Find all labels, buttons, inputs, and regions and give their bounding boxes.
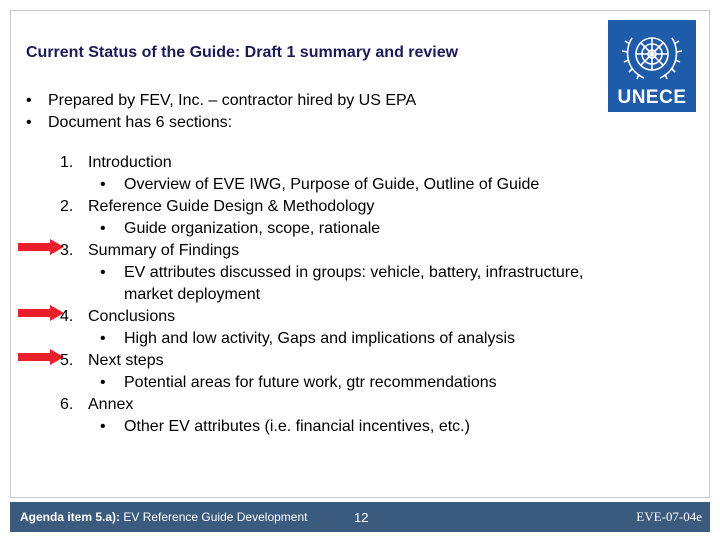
section-item	[60, 152, 583, 174]
section-label: Summary of Findings	[88, 242, 240, 259]
section-number: 2.	[60, 198, 74, 215]
section-detail-text: Overview of EVE IWG, Purpose of Guide, Outline of Guide	[124, 176, 540, 193]
footer-agenda-text: EV Reference Guide Development	[120, 510, 308, 524]
section-detail-text: High and low activity, Gaps and implications of analysis	[124, 330, 515, 347]
section-item	[60, 196, 583, 218]
section-number: 6.	[60, 396, 74, 413]
bullet-text: Prepared by FEV, Inc. – contractor hired by US EPA	[48, 92, 417, 109]
section-detail-continuation	[60, 284, 583, 306]
slide-title: Current Status of the Guide: Draft 1 summary and review	[26, 44, 459, 61]
section-label: Reference Guide Design & Methodology	[88, 198, 375, 215]
section-list	[60, 152, 583, 438]
section-detail: • High and low activity, Gaps and implications of analysis	[100, 330, 515, 347]
section-detail-text: market deployment	[124, 286, 261, 303]
un-emblem-icon	[608, 20, 696, 90]
red-arrow-icon	[18, 349, 64, 365]
footer-agenda	[20, 510, 307, 524]
section-detail: • Guide organization, scope, rationale	[100, 220, 381, 237]
section-item	[60, 394, 583, 416]
bullet-marker: •	[26, 114, 32, 131]
section-number: 3.	[60, 242, 74, 259]
bullet-item	[26, 112, 416, 134]
slide-footer	[10, 502, 710, 532]
section-detail: • Other EV attributes (i.e. financial incentives, etc.)	[100, 418, 470, 435]
section-detail-text: Guide organization, scope, rationale	[124, 220, 381, 237]
section-number: 4.	[60, 308, 74, 325]
bullet-text: Document has 6 sections:	[48, 114, 233, 131]
section-item	[60, 306, 583, 328]
section-detail: • Potential areas for future work, gtr recommendations	[100, 374, 497, 391]
logo-wordmark: UNECE	[617, 87, 687, 108]
section-number: 1.	[60, 154, 74, 171]
bullet-marker: •	[26, 92, 32, 109]
red-arrow-icon	[18, 305, 64, 321]
intro-bullets	[26, 90, 416, 134]
red-arrow-icon	[18, 239, 64, 255]
document-reference: EVE-07-04e	[636, 509, 702, 524]
section-detail: • Overview of EVE IWG, Purpose of Guide, Outline of Guide	[100, 176, 540, 193]
bullet-item	[26, 90, 416, 112]
section-detail-text: Potential areas for future work, gtr recommendations	[124, 374, 497, 391]
section-detail-text: Other EV attributes (i.e. financial incentives, etc.)	[124, 418, 470, 435]
section-label: Conclusions	[88, 308, 176, 325]
section-label: Introduction	[88, 154, 172, 171]
section-detail: • EV attributes discussed in groups: vehicle, battery, infrastructure,	[100, 264, 584, 281]
section-detail-text: EV attributes discussed in groups: vehicle, battery, infrastructure,	[124, 264, 584, 281]
section-label: Next steps	[88, 352, 164, 369]
section-number: 5.	[60, 352, 74, 369]
section-item	[60, 350, 583, 372]
section-label: Annex	[88, 396, 134, 413]
section-item	[60, 240, 583, 262]
page-number: 12	[354, 510, 369, 525]
footer-agenda-label: Agenda item 5.a):	[20, 510, 121, 524]
unece-logo	[608, 20, 696, 112]
